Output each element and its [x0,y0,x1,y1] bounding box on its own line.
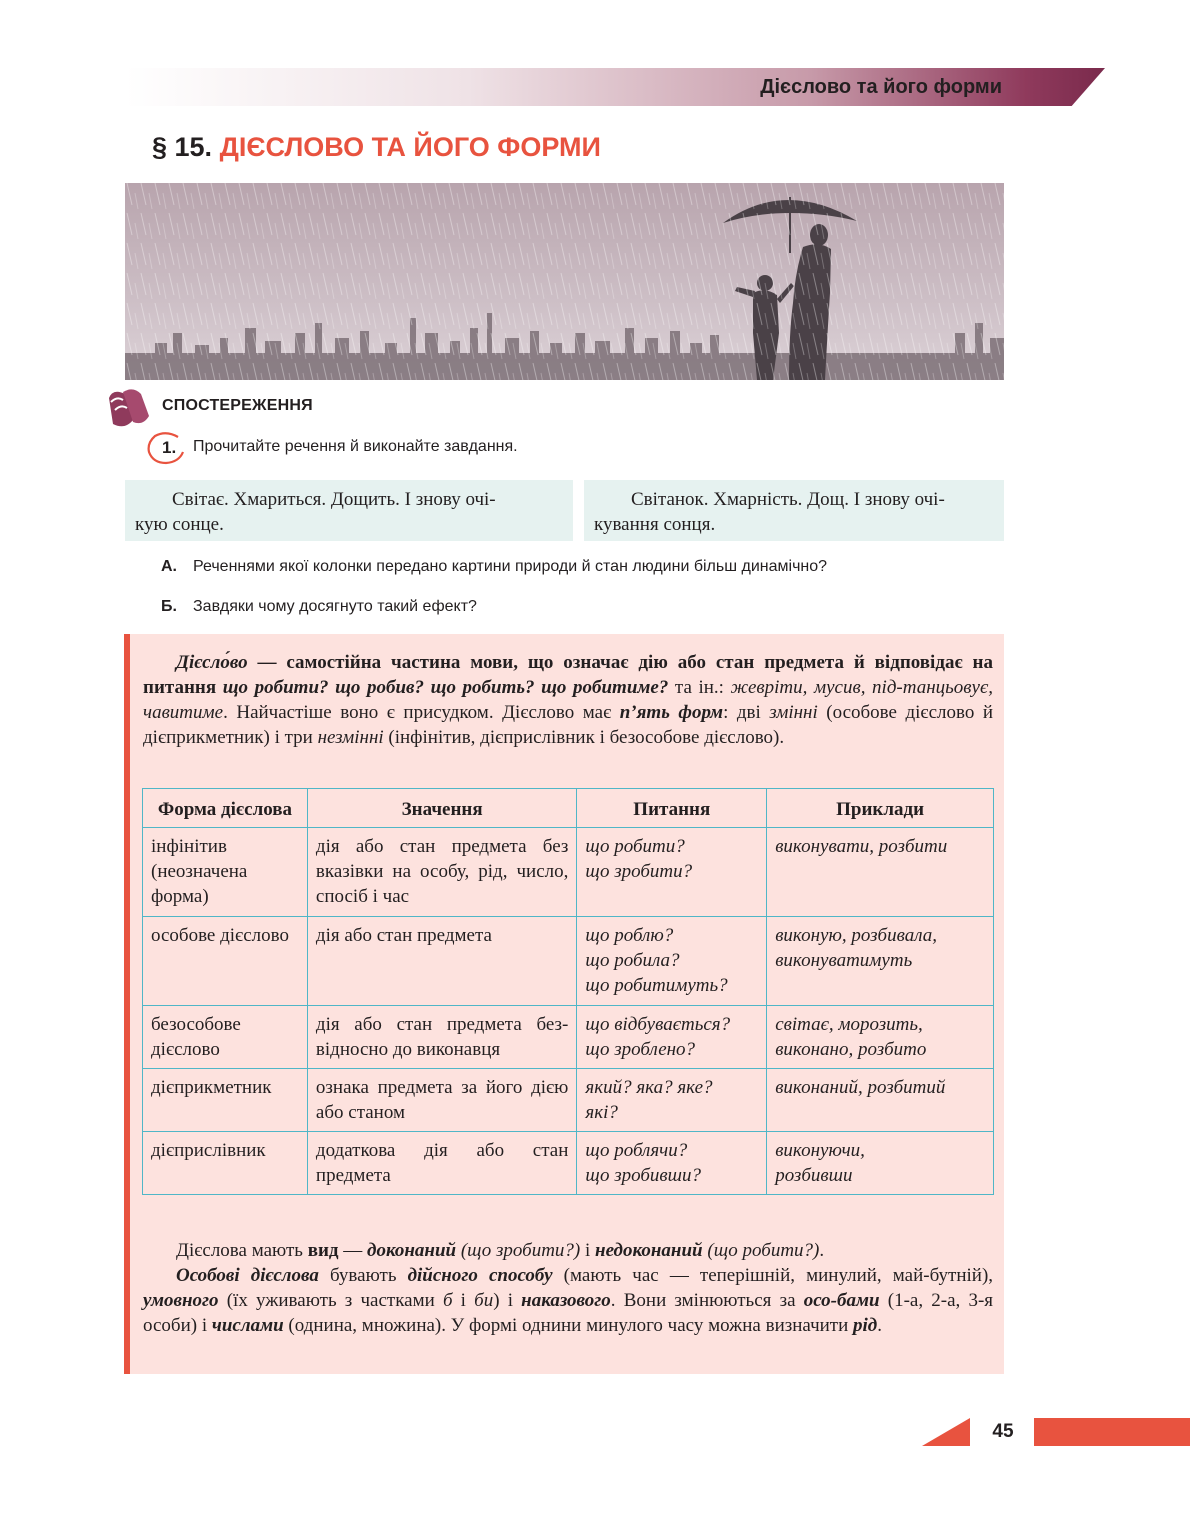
question-line: що зроблено? [585,1039,696,1060]
running-header-title: Дієслово та його форми [760,76,1002,98]
observation-heading: СПОСТЕРЕЖЕННЯ [162,397,313,414]
task-instruction: Прочитайте речення й виконайте завдання. [193,438,518,455]
examples-cell [767,828,994,917]
question-line: що робила? [585,950,680,971]
term-imperative: наказового [521,1290,611,1311]
term-persons: осо-бами [803,1290,880,1311]
question-letter: А. [161,558,177,575]
rain-city-illustration [125,183,1004,380]
question-b [161,598,477,616]
table-row [143,1132,994,1195]
form-cell: інфінітив (неозначена форма) [143,828,308,917]
table-header-cell: Значення [307,789,576,828]
term-perfective: доконаний [367,1240,457,1261]
task-number: 1. [162,438,177,457]
form-cell: дієприкметник [143,1069,308,1132]
term-conditional: умовного [143,1290,219,1311]
page-tab-left [922,1418,970,1446]
example-line: виконуючи, [775,1140,865,1161]
sentence-left-line2: кую сонце. [135,514,224,535]
sentence-right-line1: Світанок. Хмарність. Дощ. І знову очі- [631,489,945,510]
question-line: що роблячи? [585,1140,688,1161]
examples-cell [767,1069,994,1132]
question-line: що роблю? [585,925,674,946]
definition-questions: що робити? що робив? що робить? що робитиме? [222,677,669,698]
sentences-column-left [125,480,573,541]
definition-text: (інфінітив, дієприслівник і безособове дієслово). [383,727,785,748]
particle-b: б [442,1290,453,1311]
definition-text: (особове дієслово й дієприкметник) і три [143,702,993,748]
imperfective-question: (що робити?) [702,1240,820,1261]
table-header-cell: Форма дієслова [143,789,308,828]
paragraph-text: бувають [318,1265,408,1286]
questions-cell [577,917,767,1006]
paragraph-text: ) і [493,1290,522,1311]
paragraph-text: і [580,1240,596,1261]
examples-cell [767,917,994,1006]
term-personal-verbs: Особові дієслова [176,1265,319,1286]
definition-paragraph [143,650,993,750]
term-aspect: вид [307,1240,339,1261]
question-line: що робити? [585,836,685,857]
question-line: що робитимуть? [585,975,728,996]
question-line: що зробивши? [585,1165,702,1186]
meaning-cell: дія або стан предмета без вказівки на особу, рід, число, спосіб і час [307,828,576,917]
definition-text: — самостійна частина мови, що означає дію або стан предмета й відповідає на питання [143,652,993,698]
example-line: виконано, розбито [775,1039,927,1060]
paragraph-text: . Вони змінюються за [610,1290,804,1311]
unchangeable-forms: незмінні [317,727,384,748]
example-line: розбивши [775,1165,853,1186]
verb-forms-table [142,788,994,1195]
questions-cell [577,1132,767,1195]
question-line: що зробити? [585,861,693,882]
table-header-cell: Питання [577,789,767,828]
sentence-left-line1: Світає. Хмариться. Дощить. І знову очі- [172,489,496,510]
question-line: що відбувається? [585,1014,731,1035]
table-row [143,1069,994,1132]
paragraph-text: (мають час — теперішній, минулий, май-бутній), [552,1265,994,1286]
aspect-paragraph [143,1238,993,1338]
section-name: ДІЄСЛОВО ТА ЙОГО ФОРМИ [219,132,601,162]
meaning-cell: дія або стан предмета [307,917,576,1006]
section-title [152,132,601,163]
meaning-cell: ознака предмета за його дією або станом [307,1069,576,1132]
question-line: які? [585,1102,618,1123]
particle-by: би [474,1290,494,1311]
question-line: який? яка? яке? [585,1077,713,1098]
table-row [143,828,994,917]
example-line: виконувати, розбити [775,836,948,857]
table-header-cell: Приклади [767,789,994,828]
term-indicative: дійсного способу [407,1265,553,1286]
changeable-forms: змінні [769,702,818,723]
definition-term: Дієсло́во [176,652,248,673]
form-cell: безособове дієслово [143,1006,308,1069]
section-number: § 15. [152,132,213,162]
example-line: виконаний, розбитий [775,1077,946,1098]
definition-text: : дві [723,702,770,723]
term-gender: рід [853,1315,878,1336]
meaning-cell: дія або стан предмета без-відносно до виконавця [307,1006,576,1069]
question-text: Реченнями якої колонки передано картини природи й стан людини більш динамічно? [193,558,828,575]
question-a [161,558,827,576]
paragraph-text: — [338,1240,368,1261]
definition-examples: жевріти, мусив, під-танцьовує, чавитиме [143,677,994,723]
questions-cell [577,828,767,917]
table-row [143,1006,994,1069]
definition-text: . Найчастіше воно є присудком. Дієслово має [223,702,620,723]
question-text: Завдяки чому досягнуто такий ефект? [193,598,477,615]
paragraph-text: Дієслова мають [176,1240,308,1261]
examples-cell [767,1006,994,1069]
paragraph-text: . [819,1240,825,1261]
meaning-cell: додаткова дія або стан предмета [307,1132,576,1195]
term-numbers: числами [211,1315,284,1336]
page-tab-right [1034,1418,1190,1446]
examples-cell [767,1132,994,1195]
perfective-question: (що зробити?) [456,1240,581,1261]
paragraph-text: (однина, множина). У формі однини минулого часу можна визначити [283,1315,854,1336]
questions-cell [577,1006,767,1069]
example-line: виконуватимуть [775,950,913,971]
paragraph-text: . [877,1315,882,1336]
term-imperfective: недоконаний [595,1240,703,1261]
rule-accent-bar [124,634,130,1374]
paragraph-text: і [452,1290,475,1311]
five-forms: п’ять форм [619,702,724,723]
question-letter: Б. [161,598,177,615]
form-cell: дієприслівник [143,1132,308,1195]
paragraph-text: (1-а, 2-а, 3-я особи) і [143,1290,994,1336]
table-row [143,917,994,1006]
definition-text: та ін.: [668,677,731,698]
example-line: виконую, розбивала, [775,925,937,946]
sentences-column-right [584,480,1004,541]
sentence-right-line2: кування сонця. [594,514,716,535]
paragraph-text: (їх уживають з частками [218,1290,443,1311]
table-header-row [143,789,994,828]
example-line: світає, морозить, [775,1014,923,1035]
questions-cell [577,1069,767,1132]
page-number: 45 [992,1421,1014,1442]
form-cell: особове дієслово [143,917,308,1006]
binoculars-icon [103,384,155,432]
